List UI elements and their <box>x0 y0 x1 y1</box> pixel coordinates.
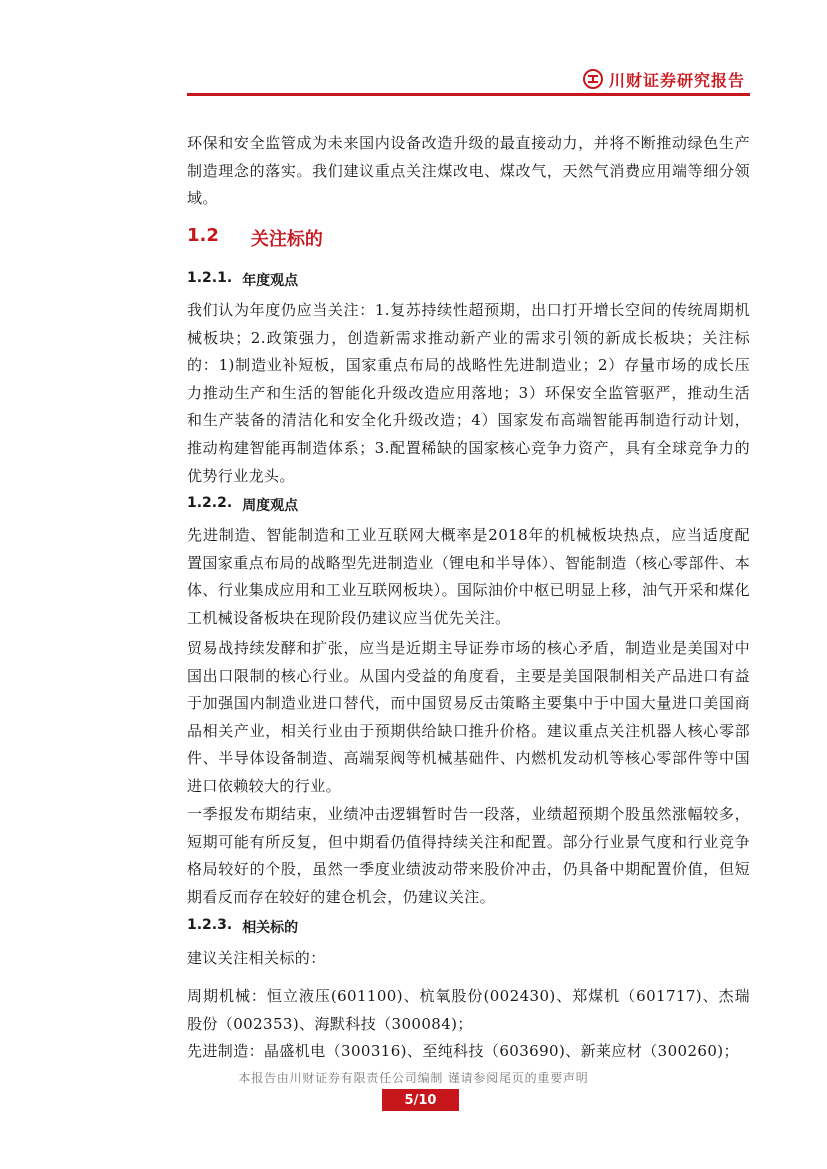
section-title: 关注标的 <box>250 229 323 250</box>
report-header-brand <box>583 67 745 91</box>
targets-intro: 建议关注相关标的： <box>187 949 326 967</box>
page-number: 5/10 <box>382 1089 459 1111</box>
weekly-view-paragraph-1: 先进制造、智能制造和工业互联网大概率是2018年的机械板块热点，应当适度配置国家重点布局的战略型先进制造业（锂电和半导体）、智能制造（核心零部件、本体、行业集成应用和工业互联网板块）。国际油价中枢已明显上移，油气开采和煤化工机械设备板块在现阶段仍建议应当优先关注。 <box>187 526 750 627</box>
subsection-title: 年度观点 <box>242 273 299 289</box>
section-heading-1-2 <box>187 225 323 251</box>
subsection-heading-1-2-2 <box>187 495 298 515</box>
subsection-number: 1.2.1. <box>187 270 233 286</box>
logo-glyph <box>587 73 599 85</box>
intro-paragraph: 环保和安全监管成为未来国内设备改造升级的最直接动力，并将不断推动绿色生产制造理念的落实。我们建议重点关注煤改电、煤改气，天然气消费应用端等细分领域。 <box>187 134 750 208</box>
footer-disclaimer: 本报告由川财证券有限责任公司编制 谨请参阅尾页的重要声明 <box>238 1071 589 1085</box>
weekly-view-paragraph-3: 一季报发布期结束，业绩冲击逻辑暂时告一段落，业绩超预期个股虽然涨幅较多，短期可能有所反复，但中期看仍值得持续关注和配置。部分行业景气度和行业竞争格局较好的个股，虽然一季度业绩波动带来股价冲击，仍具备中期配置价值，但短期看反而存在较好的建仓机会，仍建议关注。 <box>187 805 750 906</box>
subsection-number: 1.2.2. <box>187 495 233 511</box>
cyclical-machinery-targets: 周期机械：恒立液压(601100)、杭氧股份(002430)、郑煤机（601717)、杰瑞股份（002353)、海默科技（300084)； <box>187 987 750 1033</box>
brand-title: 川财证券研究报告 <box>609 70 746 90</box>
subsection-title: 周度观点 <box>242 498 299 514</box>
subsection-number: 1.2.3. <box>187 917 233 933</box>
subsection-heading-1-2-1 <box>187 270 298 290</box>
header-divider <box>187 93 750 96</box>
section-number: 1.2 <box>187 225 219 246</box>
subsection-heading-1-2-3 <box>187 917 298 937</box>
subsection-title: 相关标的 <box>242 920 299 936</box>
sichuan-finance-logo-icon <box>583 69 603 89</box>
annual-view-paragraph: 我们认为年度仍应当关注：1.复苏持续性超预期，出口打开增长空间的传统周期机械板块；2.政策强力，创造新需求推动新产业的需求引领的新成长板块；关注标的：1)制造业补短板，国家重点布局的战略性先进制造业；2）存量市场的成长压力推动生产和生活的智能化升级改造应用落地；3）环保安全监管驱严，推动生活和生产装备的清洁化和安全化升级改造；4）国家发布高端智能再制造行动计划，推动构建智能再制造体系；3.配置稀缺的国家核心竞争力资产，具有全球竞争力的优势行业龙头。 <box>187 301 750 485</box>
advanced-manufacturing-targets: 先进制造：晶盛机电（300316)、至纯科技（603690)、新莱应材（300260)； <box>187 1042 739 1060</box>
weekly-view-paragraph-2: 贸易战持续发酵和扩张，应当是近期主导证券市场的核心矛盾，制造业是美国对中国出口限制的核心行业。从国内受益的角度看，主要是美国限制相关产品进口有益于加强国内制造业进口替代，而中国贸易反击策略主要集中于中国大量进口美国商品相关产业，相关行业由于预期供给缺口推升价格。建议重点关注机器人核心零部件、半导体设备制造、高端泵阀等机械基础件、内燃机发动机等核心零部件等中国进口依赖较大的行业。 <box>187 639 750 795</box>
